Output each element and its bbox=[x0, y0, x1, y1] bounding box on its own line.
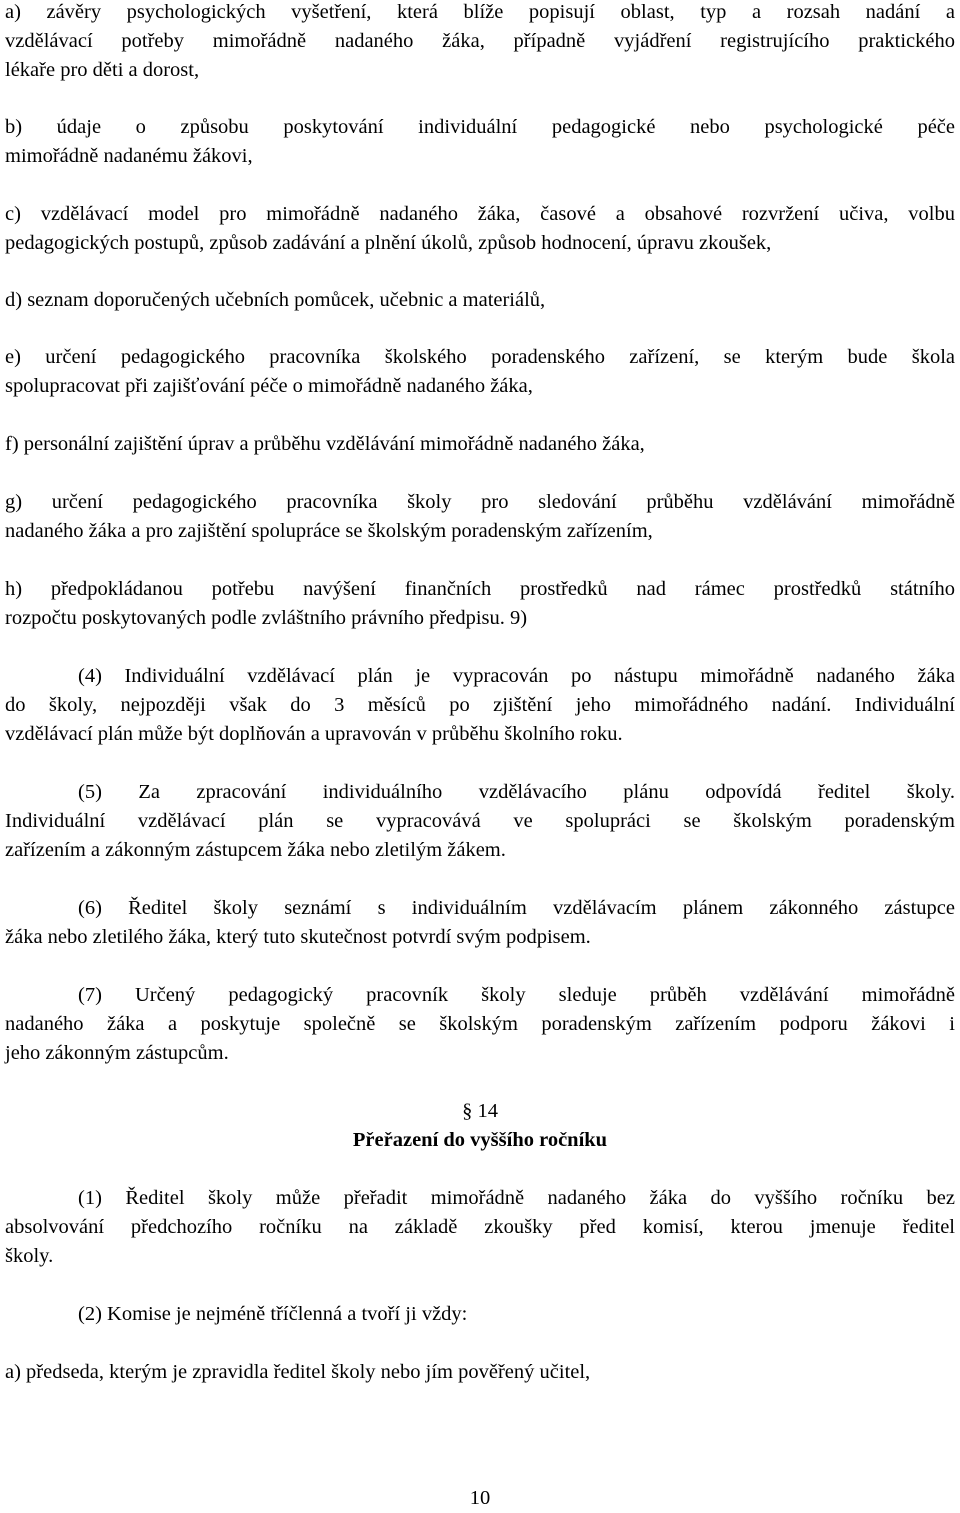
item-h-line-1: h) předpokládanou potřebu navýšení finančních prostředků nad rámec prostředků státního bbox=[5, 578, 955, 600]
s14-para-1-line-1: (1) Ředitel školy může přeřadit mimořádně nadaného žáka do vyššího ročníku bez bbox=[78, 1187, 955, 1209]
para-4-line-1: (4) Individuální vzdělávací plán je vypracován po nástupu mimořádně nadaného žáka bbox=[78, 665, 955, 687]
item-h-line-2: rozpočtu poskytovaných podle zvláštního právního předpisu. 9) bbox=[5, 607, 528, 629]
para-5-line-3: zařízením a zákonným zástupcem žáka nebo zletilým žákem. bbox=[5, 839, 506, 861]
s14-para-2-line-1: (2) Komise je nejméně tříčlenná a tvoří ji vždy: bbox=[78, 1303, 468, 1325]
section-title: Přeřazení do vyššího ročníku bbox=[352, 1129, 608, 1151]
page-number: 10 bbox=[469, 1487, 491, 1509]
para-4-line-2: do školy, nejpozději však do 3 měsíců po zjištění jeho mimořádného nadání. Individuální bbox=[5, 694, 955, 716]
item-b-line-1: b) údaje o způsobu poskytování individuální pedagogické nebo psychologické péče bbox=[5, 116, 955, 138]
item-c-line-1: c) vzdělávací model pro mimořádně nadaného žáka, časové a obsahové rozvržení učiva, volbu bbox=[5, 203, 955, 225]
item-f-line-1: f) personální zajištění úprav a průběhu vzdělávání mimořádně nadaného žáka, bbox=[5, 433, 645, 455]
para-6-line-2: žáka nebo zletilého žáka, který tuto skutečnost potvrdí svým podpisem. bbox=[5, 926, 591, 948]
para-5-line-1: (5) Za zpracování individuálního vzdělávacího plánu odpovídá ředitel školy. bbox=[78, 781, 955, 803]
para-7-line-1: (7) Určený pedagogický pracovník školy sleduje průběh vzdělávání mimořádně bbox=[78, 984, 955, 1006]
s14-para-1-line-3: školy. bbox=[5, 1245, 54, 1267]
item-a-line-2: vzdělávací potřeby mimořádně nadaného žáka, případně vyjádření registrujícího praktického bbox=[5, 30, 955, 52]
item-e-line-2: spolupracovat při zajišťování péče o mimořádně nadaného žáka, bbox=[5, 375, 533, 397]
para-6-line-1: (6) Ředitel školy seznámí s individuálním vzdělávacím plánem zákonného zástupce bbox=[78, 897, 955, 919]
item-a-line-1: a) závěry psychologických vyšetření, která blíže popisují oblast, typ a rozsah nadání a bbox=[5, 1, 955, 23]
para-5-line-2: Individuální vzdělávací plán se vypracovává ve spolupráci se školským poradenským bbox=[5, 810, 955, 832]
para-7-line-2: nadaného žáka a poskytuje společně se školským poradenským zařízením podporu žákovi i bbox=[5, 1013, 955, 1035]
item-e-line-1: e) určení pedagogického pracovníka školského poradenského zařízení, se kterým bude škola bbox=[5, 346, 955, 368]
item-d-line-1: d) seznam doporučených učebních pomůcek, učebnic a materiálů, bbox=[5, 289, 546, 311]
s14-item-a-line-1: a) předseda, kterým je zpravidla ředitel školy nebo jím pověřený učitel, bbox=[5, 1361, 591, 1383]
item-c-line-2: pedagogických postupů, způsob zadávání a plnění úkolů, způsob hodnocení, úpravu zkoušek, bbox=[5, 232, 772, 254]
para-7-line-3: jeho zákonným zástupcům. bbox=[5, 1042, 229, 1064]
section-number: § 14 bbox=[462, 1100, 498, 1122]
item-g-line-2: nadaného žáka a pro zajištění spolupráce se školským poradenským zařízením, bbox=[5, 520, 653, 542]
item-a-line-3: lékaře pro děti a dorost, bbox=[5, 59, 200, 81]
para-4-line-3: vzdělávací plán může být doplňován a upravován v průběhu školního roku. bbox=[5, 723, 623, 745]
item-b-line-2: mimořádně nadanému žákovi, bbox=[5, 145, 253, 167]
s14-para-1-line-2: absolvování předchozího ročníku na základě zkoušky před komisí, kterou jmenuje ředitel bbox=[5, 1216, 955, 1238]
item-g-line-1: g) určení pedagogického pracovníka školy pro sledování průběhu vzdělávání mimořádně bbox=[5, 491, 955, 513]
